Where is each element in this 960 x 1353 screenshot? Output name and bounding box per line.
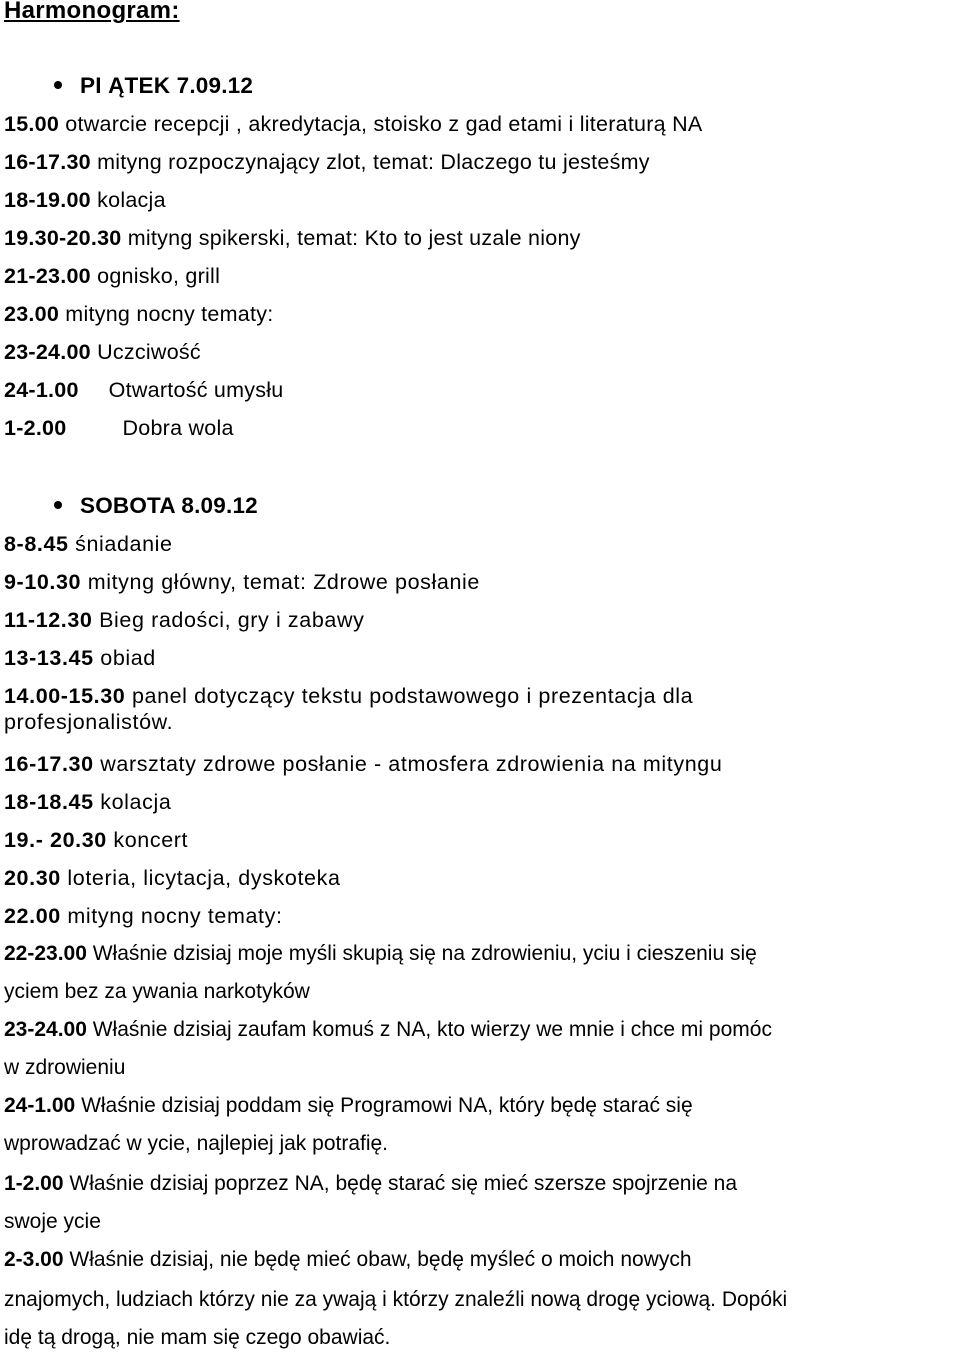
item-text: koncert bbox=[106, 828, 189, 852]
schedule-item-continuation bbox=[4, 1130, 388, 1158]
item-text: mityng nocny tematy: bbox=[60, 904, 283, 928]
item-text: ognisko, grill bbox=[90, 264, 221, 288]
item-text: Bieg radości, gry i zabawy bbox=[92, 608, 365, 632]
item-time: 15.00 bbox=[4, 112, 60, 136]
item-text: śniadanie bbox=[68, 532, 173, 556]
schedule-item bbox=[4, 1092, 693, 1120]
schedule-item bbox=[4, 1016, 772, 1044]
schedule-item bbox=[4, 1170, 737, 1198]
schedule-item bbox=[4, 148, 650, 176]
item-time: 24-1.00 bbox=[4, 1094, 76, 1117]
item-time: 22-23.00 bbox=[4, 942, 87, 965]
schedule-item-continuation bbox=[4, 1208, 101, 1236]
item-text: mityng rozpoczynający zlot, temat: Dlaczego tu jesteśmy bbox=[90, 150, 650, 174]
item-time: 18-18.45 bbox=[4, 790, 94, 814]
schedule-item bbox=[4, 902, 283, 930]
schedule-item bbox=[4, 224, 581, 252]
item-time: 8-8.45 bbox=[4, 532, 69, 556]
schedule-item bbox=[4, 788, 171, 816]
bullet-icon bbox=[54, 81, 62, 89]
item-time: 21-23.00 bbox=[4, 264, 91, 288]
bullet-icon bbox=[54, 501, 62, 509]
item-text-continued: profesjonalistów. bbox=[4, 710, 174, 734]
schedule-item bbox=[4, 262, 220, 290]
item-time: 22.00 bbox=[4, 904, 61, 928]
item-text: mityng nocny tematy: bbox=[59, 302, 274, 326]
schedule-item-continuation bbox=[4, 1324, 390, 1352]
item-time: 20.30 bbox=[4, 866, 61, 890]
schedule-item-continuation bbox=[4, 708, 173, 736]
item-text: Właśnie dzisiaj zaufam komuś z NA, kto wierzy we mnie i chce mi pomóc bbox=[86, 1018, 772, 1041]
item-text: Dobra wola bbox=[122, 416, 234, 440]
item-text: obiad bbox=[93, 646, 156, 670]
day-label: SOBOTA 8.09.12 bbox=[80, 493, 258, 518]
item-text: Otwartość umysłu bbox=[108, 378, 284, 402]
schedule-item-continuation bbox=[4, 1286, 787, 1314]
schedule-item bbox=[4, 750, 722, 778]
schedule-item bbox=[4, 300, 273, 328]
schedule-item bbox=[4, 940, 757, 968]
schedule-item-continuation bbox=[4, 1054, 125, 1082]
item-time: 19.30-20.30 bbox=[4, 226, 122, 250]
schedule-item bbox=[4, 864, 341, 892]
day-label: PI ĄTEK 7.09.12 bbox=[80, 73, 254, 98]
item-time: 19.- 20.30 bbox=[4, 828, 107, 852]
item-text-continued: w zdrowieniu bbox=[4, 1056, 126, 1079]
item-time: 16-17.30 bbox=[4, 752, 94, 776]
item-time: 23-24.00 bbox=[4, 1018, 87, 1041]
item-text: Właśnie dzisiaj, nie będę mieć obaw, będę myśleć o moich nowych bbox=[63, 1248, 692, 1271]
item-time: 24-1.00 bbox=[4, 378, 79, 402]
item-time: 9-10.30 bbox=[4, 570, 82, 594]
schedule-item bbox=[4, 606, 364, 634]
item-time: 1-2.00 bbox=[4, 1172, 64, 1195]
item-text-continued: znajomych, ludziach którzy nie za ywają i którzy znaleźli nową drogę yciową. Dopóki bbox=[4, 1288, 788, 1311]
schedule-item bbox=[4, 530, 173, 558]
item-time: 16-17.30 bbox=[4, 150, 91, 174]
page-title: Harmonogram: bbox=[4, 0, 180, 24]
schedule-item bbox=[4, 644, 156, 672]
item-time: 18-19.00 bbox=[4, 188, 91, 212]
schedule-item bbox=[4, 1246, 692, 1274]
schedule-item bbox=[4, 186, 166, 214]
item-text: Właśnie dzisiaj poddam się Programowi NA, który będę starać się bbox=[75, 1094, 693, 1117]
schedule-item bbox=[4, 826, 188, 854]
item-time: 11-12.30 bbox=[4, 608, 93, 632]
item-text-continued: wprowadzać w ycie, najlepiej jak potrafię. bbox=[4, 1132, 389, 1155]
item-time: 23.00 bbox=[4, 302, 60, 326]
schedule-item-continuation bbox=[4, 978, 310, 1006]
item-time: 13-13.45 bbox=[4, 646, 94, 670]
item-text: kolacja bbox=[93, 790, 172, 814]
item-text-continued: idę tą drogą, nie mam się czego obawiać. bbox=[4, 1326, 391, 1349]
schedule-item bbox=[4, 414, 234, 442]
item-time: 23-24.00 bbox=[4, 340, 91, 364]
schedule-item bbox=[4, 376, 284, 404]
item-time: 1-2.00 bbox=[4, 416, 67, 440]
item-text: loteria, licytacja, dyskoteka bbox=[60, 866, 341, 890]
item-text: mityng główny, temat: Zdrowe posłanie bbox=[81, 570, 480, 594]
item-text: Właśnie dzisiaj moje myśli skupią się na zdrowieniu, yciu i cieszeniu się bbox=[86, 942, 757, 965]
item-time: 2-3.00 bbox=[4, 1248, 64, 1271]
day-heading-saturday bbox=[54, 492, 258, 520]
day-heading-friday bbox=[54, 72, 253, 100]
item-text: warsztaty zdrowe posłanie - atmosfera zdrowienia na mityngu bbox=[93, 752, 723, 776]
item-time: 14.00-15.30 bbox=[4, 684, 126, 708]
item-text: kolacja bbox=[90, 188, 166, 212]
item-text: panel dotyczący tekstu podstawowego i prezentacja dla bbox=[125, 684, 694, 708]
item-text: Uczciwość bbox=[90, 340, 201, 364]
schedule-item bbox=[4, 338, 201, 366]
item-text: Właśnie dzisiaj poprzez NA, będę starać się mieć szersze spojrzenie na bbox=[63, 1172, 738, 1195]
schedule-item bbox=[4, 568, 480, 596]
schedule-item bbox=[4, 682, 693, 710]
item-text-continued: yciem bez za ywania narkotyków bbox=[4, 980, 310, 1003]
item-text: mityng spikerski, temat: Kto to jest uzale niony bbox=[121, 226, 581, 250]
item-text-continued: swoje ycie bbox=[4, 1210, 101, 1233]
schedule-item bbox=[4, 110, 702, 138]
item-text: otwarcie recepcji , akredytacja, stoisko z gad etami i literaturą NA bbox=[59, 112, 703, 136]
